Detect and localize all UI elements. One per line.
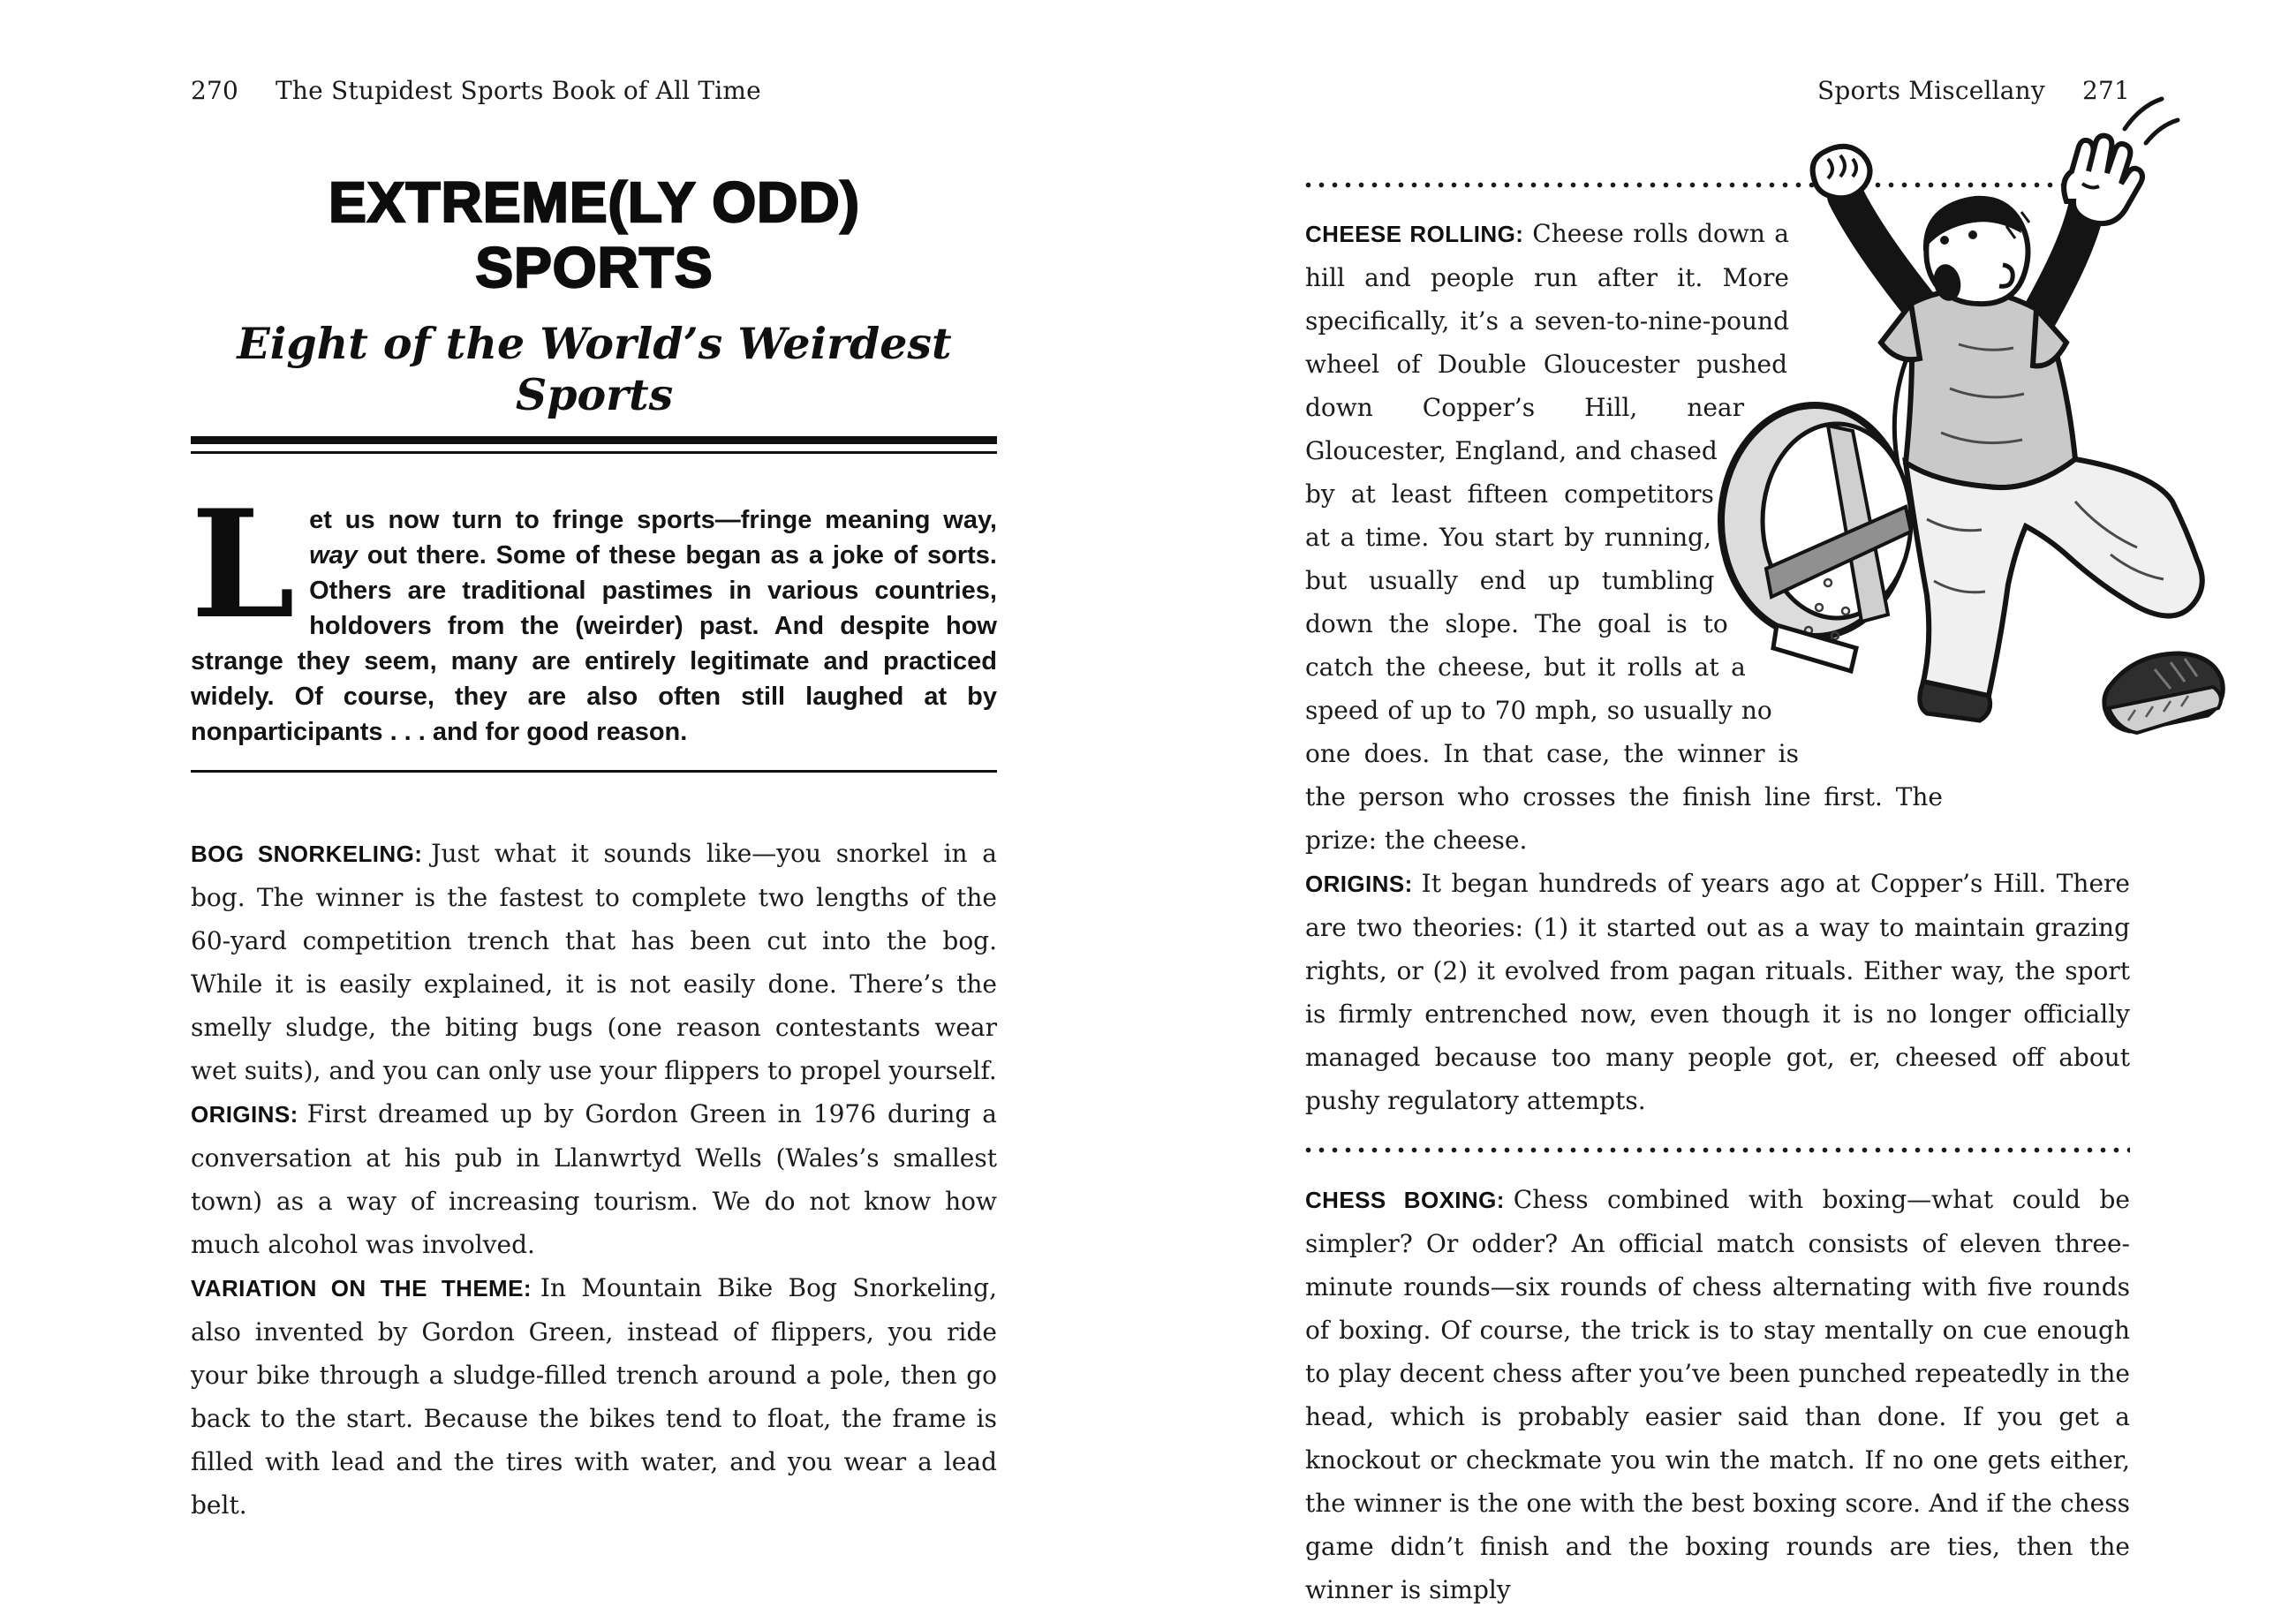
section-label: ORIGINS: [1305, 871, 1413, 897]
chapter-subtitle: Eight of the World’s Weirdest Sports [237, 318, 952, 420]
intro-paragraph [191, 477, 997, 750]
section-bog-variation [191, 1266, 997, 1527]
section-cheese-origins [1305, 862, 2130, 1122]
section-label: CHEESE ROLLING: [1305, 221, 1524, 247]
section-body: Just what it sounds like—you snorkel in a bog. The winner is the fastest to complete two lengths of the 60-yard competition trench that has been cut into the bog. While it is easily explained, it is not easily done. There’s the smelly sludge, the biting bugs (one reason contestants wear wet suits), and you can only use your flippers to propel yourself. [191, 839, 997, 1085]
section-label: BOG SNORKELING: [191, 841, 423, 867]
intro-text-italic: way [309, 541, 358, 570]
section-body: Chess combined with boxing—what could be simpler? Or odder? An official match consists of eleven three-minute rounds—six rounds of chess alternating with five rounds of boxing. Of course, the trick is to stay mentally on cue enough to play decent chess after you’ve been punched repeatedly in the head, which is probably easier said than done. If you get a knockout or checkmate you win the match. If no one gets either, the winner is the one with the best boxing score. And if the chess game didn’t finish and the boxing rounds are ties, then the winner is simply [1305, 1185, 2130, 1604]
running-head-right-title: Sports Miscellany [1816, 76, 2045, 105]
motion-squiggle-icon [2125, 99, 2178, 143]
section-body: First dreamed up by Gordon Green in 1976 during a conversation at his pub in Llanwrtyd Wells (Wales’s smallest town) as a way of increasing tourism. We do not know how much alcohol was involved. [191, 1099, 997, 1259]
running-head-left-title: The Stupidest Sports Book of All Time [276, 76, 761, 105]
section-body: It began hundreds of years ago at Copper’s Hill. There are two theories: (1) it started out as a way to maintain grazing rights, or (2) it evolved from pagan rituals. Either way, the sport is firmly entrenched now, even though it is no longer officially managed because too many people got, er, cheesed off about pushy regulatory attempts. [1305, 869, 2130, 1115]
chapter-title-line2: SPORTS [475, 236, 714, 299]
section-label: CHESS BOXING: [1305, 1187, 1505, 1213]
page-number-left: 270 [191, 76, 239, 105]
section-label: ORIGINS: [191, 1101, 298, 1128]
shouting-face-icon [1923, 196, 2029, 304]
running-head-left [191, 76, 761, 106]
section-body: Cheese rolls down a hill and people run after it. More specifically, it’s a seven-to-nine-pound wheel of Double Gloucester pushed down Copper’s Hill, near Gloucester, England, and chased by at least fifteen competitors at a time. You start by running, but usually end up tumbling down the slope. The goal is to catch the cheese, but it rolls at a speed of up to 70 mph, so usually no one does. In that case, the winner is the person who crosses the finish line first. The prize: the cheese. [1305, 219, 1943, 855]
dotted-rule-middle [1305, 1147, 2130, 1153]
section-bog-origins [191, 1092, 997, 1266]
page-right [1148, 0, 2296, 1607]
intro-text-before: et us now turn to fringe sports—fringe meaning way, [309, 506, 997, 534]
drop-cap: L [191, 477, 296, 652]
sneaker-icon [2104, 653, 2223, 733]
thin-rule [191, 770, 997, 773]
cheese-rolling-illustration [1696, 78, 2225, 766]
chapter-title-line1: EXTREME(LY ODD) [329, 170, 860, 234]
page-number-right: 271 [2081, 76, 2130, 105]
left-sections [191, 832, 997, 1527]
section-chess-boxing [1305, 1178, 2130, 1607]
chapter-title [170, 170, 1018, 300]
cheese-wheel-icon [1721, 405, 1911, 671]
double-rule [191, 436, 997, 454]
intro-text-after: out there. Some of these began as a joke of sorts. Others are traditional pastimes in various countries, holdovers from the (weirder) past. And despite how strange they seem, many are entirely legitimate and practiced widely. Of course, they are also often still laughed at by nonparticipants . . . and for good reason. [191, 541, 997, 746]
open-hand-icon [2064, 136, 2142, 223]
section-body: In Mountain Bike Bog Snorkeling, also invented by Gordon Green, instead of flippers, you ride your bike through a sludge-filled trench around a pole, then go back to the start. Because the bikes tend to float, the frame is filled with lead and the tires with water, and you wear a lead belt. [191, 1273, 997, 1520]
section-label: VARIATION ON THE THEME: [191, 1275, 532, 1301]
fist-icon [1813, 147, 1870, 198]
section-bog-snorkeling [191, 832, 997, 1092]
